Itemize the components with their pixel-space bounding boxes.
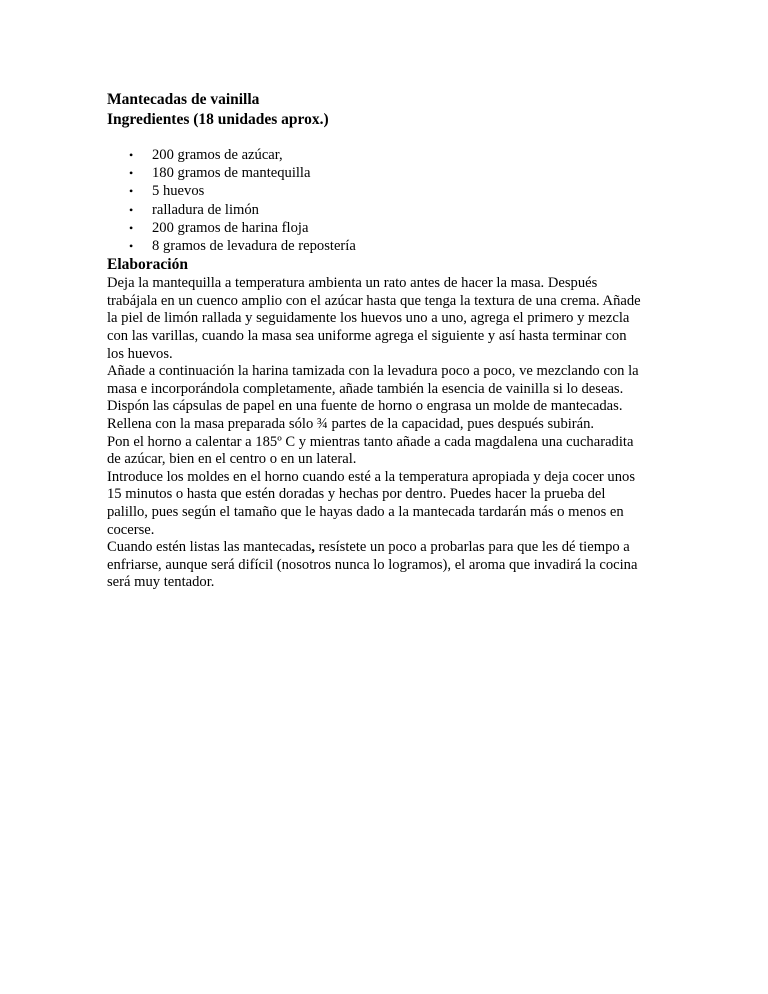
paragraph-text: Cuando estén listas las mantecadas [107,539,312,556]
paragraph-line: trabájala en un cuenco amplio con el azúcar hasta que tenga la textura de una crema. Añade [107,292,641,309]
paragraph-2 [107,363,667,433]
ingredients-heading: Ingredientes (18 unidades aprox.) [107,111,329,128]
paragraph-line: los huevos. [107,345,173,362]
paragraph-5 [107,539,667,592]
recipe-title: Mantecadas de vainilla [107,91,260,108]
bullet-icon: • [129,148,134,162]
paragraph-line: la piel de limón rallada y seguidamente los huevos uno a uno, agrega el primero y mezcla [107,310,630,327]
paragraph-line: Añade a continuación la harina tamizada con la levadura poco a poco, ve mezclando con la [107,363,639,380]
bullet-icon: • [129,166,134,181]
paragraph-line: Introduce los moldes en el horno cuando esté a la temperatura apropiada y deja cocer unos [107,468,636,485]
paragraph-line: 15 minutos o hasta que estén doradas y hechas por dentro. Puedes hacer la prueba del [107,486,606,503]
paragraph-text: resístete un poco a probarlas para que les dé tiempo a [314,539,630,556]
elaboration-heading: Elaboración [107,256,188,274]
paragraph-line: Deja la mantequilla a temperatura ambienta un rato antes de hacer la masa. Después [107,275,598,292]
ingredient-text: 8 gramos de levadura de repostería [152,238,356,255]
paragraph-1 [107,275,667,363]
document-content [107,90,667,592]
bullet-icon: • [129,239,134,254]
paragraph-line: masa e incorporándola completamente, añade también la esencia de vainilla si lo deseas. [107,380,624,397]
paragraph-line: palillo, pues según el tamaño que le hayas dado a la mantecada tardarán más o menos en [107,503,624,520]
ingredient-text: 200 gramos de harina floja [152,219,309,236]
list-item [107,146,667,164]
ingredient-text: 200 gramos de azúcar, [152,147,283,163]
list-item [107,201,667,219]
list-item [107,219,667,237]
paragraph-line: será muy tentador. [107,574,215,591]
paragraph-line: con las varillas, cuando la masa sea uniforme agrega el siguiente y así hasta terminar con [107,328,627,344]
paragraph-line: Rellena con la masa preparada sólo ¾ partes de la capacidad, pues después subirán. [107,415,595,432]
bullet-icon: • [129,220,134,235]
list-item [107,164,667,182]
paragraph-line: Dispón las cápsulas de papel en una fuente de horno o engrasa un molde de mantecadas. [107,398,623,415]
ingredient-text: 5 huevos [152,183,205,200]
ingredient-text: ralladura de limón [152,201,259,218]
paragraph-line: Pon el horno a calentar a 185º C y mientras tanto añade a cada magdalena una cucharadita [107,433,634,450]
bullet-icon: • [129,202,134,217]
paragraph-3 [107,434,667,469]
paragraph-line [107,539,667,557]
paragraph-4 [107,469,667,539]
paragraph-line: enfriarse, aunque será difícil (nosotros nunca lo logramos), el aroma que invadirá la cocina [107,556,638,573]
list-item [107,237,667,255]
ingredient-text: 180 gramos de mantequilla [152,165,311,182]
paragraph-line: cocerse. [107,521,155,538]
bold-comma: , [311,539,315,556]
bullet-icon: • [129,184,134,199]
paragraph-line: de azúcar, bien en el centro o en un lateral. [107,451,357,468]
list-item [107,182,667,200]
ingredients-list [107,146,667,255]
